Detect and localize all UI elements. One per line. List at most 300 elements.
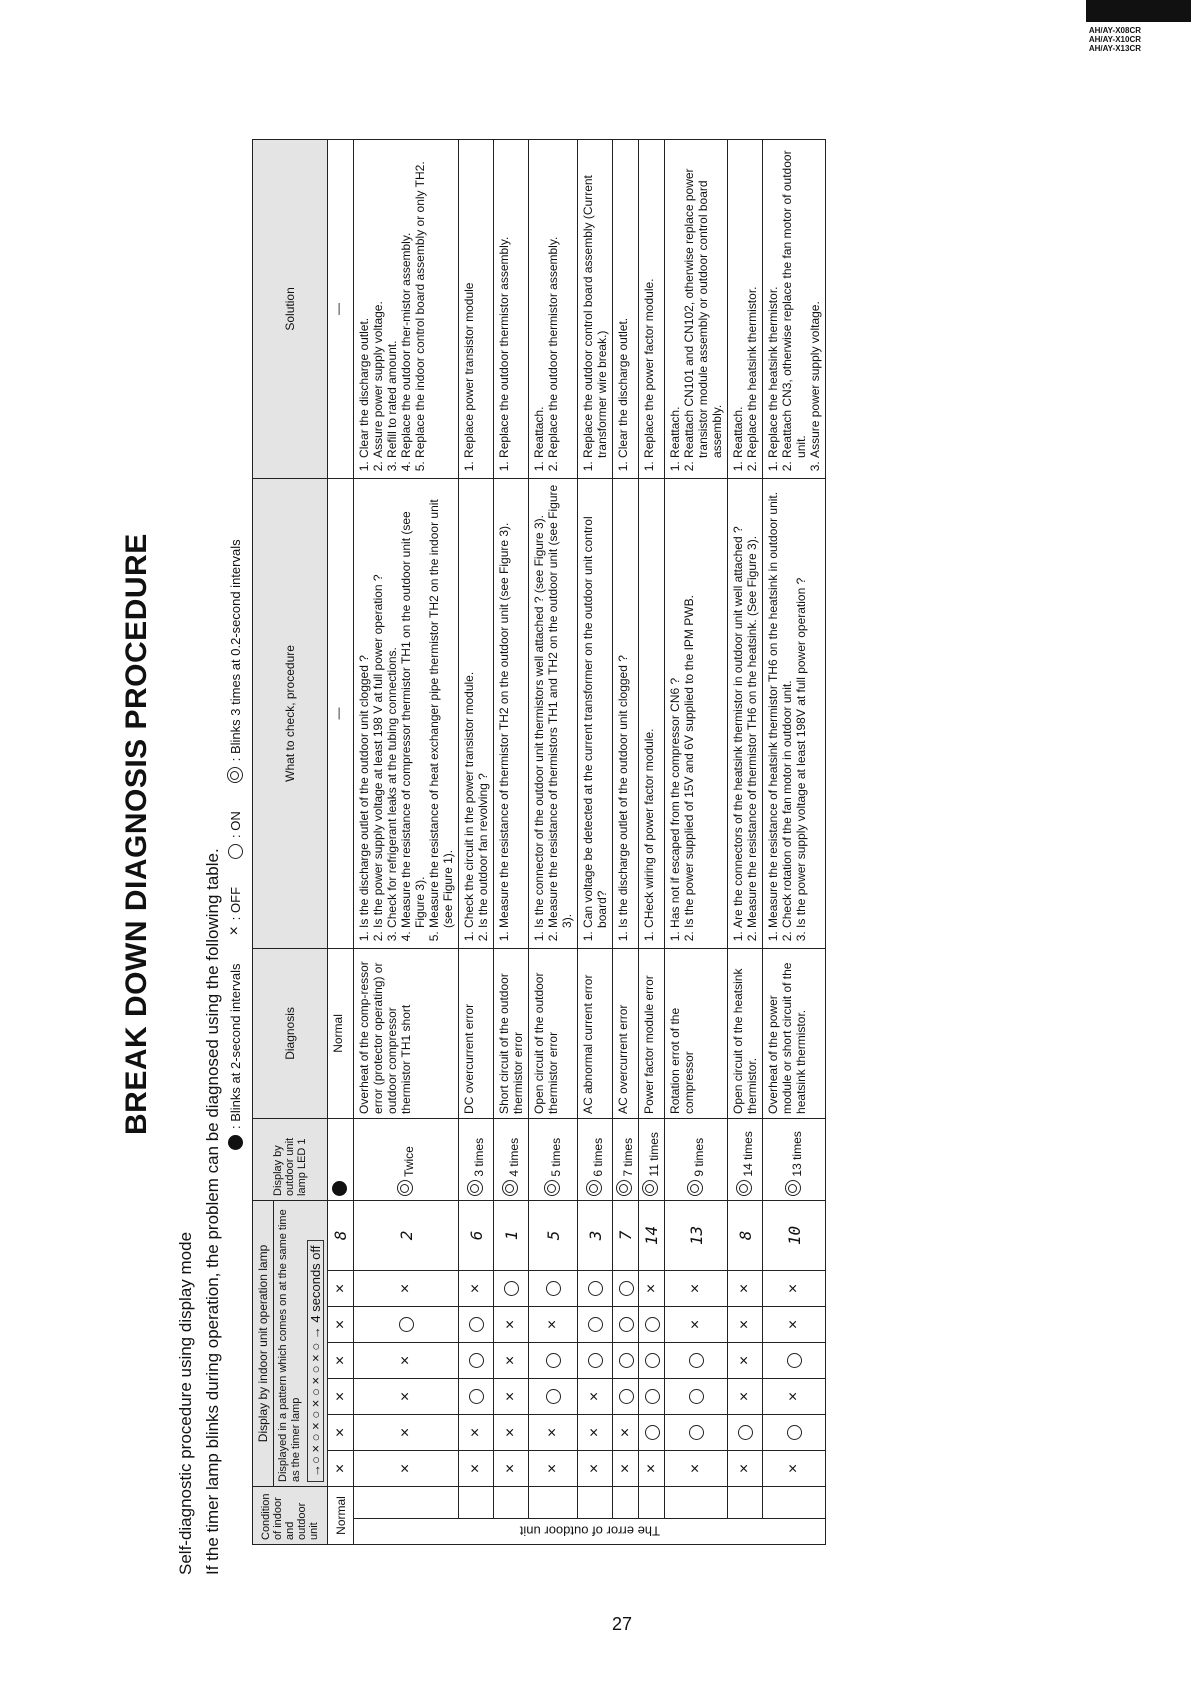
cross-icon: × xyxy=(687,1463,704,1474)
what-item: 1. CHeck wiring of power factor module. xyxy=(642,483,656,928)
pattern-cell xyxy=(494,1379,529,1415)
led-count: 5 times xyxy=(548,1137,563,1177)
solution-item: 2. Replace the outdoor thermistor assembly. xyxy=(546,144,560,458)
circle-icon xyxy=(399,1317,414,1332)
segment-display: 13 xyxy=(665,1200,728,1270)
cross-icon: × xyxy=(785,1463,802,1474)
led-display xyxy=(728,1118,763,1200)
pattern-cell xyxy=(763,1271,826,1307)
solution-item: 1. Replace the outdoor control board assembly (Current transformer wire break.) xyxy=(581,144,609,458)
pattern-cell xyxy=(613,1307,639,1343)
cross-icon: × xyxy=(544,1463,561,1474)
pattern-cell xyxy=(728,1415,763,1451)
cross-icon: × xyxy=(226,926,243,936)
led-count: 7 times xyxy=(621,1137,635,1177)
what-item: 5. Measure the resistance of heat exchanger pipe thermistor TH2 on the indoor unit (see Figure 1). xyxy=(427,483,455,928)
double-circle-icon xyxy=(642,1180,658,1196)
header-display-outdoor: Display by outdoor unit lamp LED 1 xyxy=(253,1118,328,1200)
condition-spacer xyxy=(578,1487,613,1519)
solution-list xyxy=(731,144,759,474)
pattern-cell xyxy=(459,1271,494,1307)
cross-icon: × xyxy=(397,1283,414,1294)
solution-list xyxy=(581,144,609,474)
double-circle-icon xyxy=(544,1180,560,1196)
circle-icon xyxy=(787,1353,802,1368)
circle-icon xyxy=(619,1353,634,1368)
header-solution: Solution xyxy=(253,139,328,478)
what-cell xyxy=(639,478,665,948)
pattern-cell xyxy=(665,1379,728,1415)
pattern-cell: × xyxy=(328,1343,354,1379)
filled-dot-icon xyxy=(228,1135,243,1150)
solution-cell xyxy=(613,139,639,478)
solution-item: 5. Replace the indoor control board assembly or only TH2. xyxy=(413,144,427,458)
solution-list xyxy=(642,144,656,474)
pattern-cell: × xyxy=(328,1271,354,1307)
pattern-cell xyxy=(354,1271,459,1307)
cross-icon: × xyxy=(736,1319,753,1330)
solution-list xyxy=(357,144,427,474)
solution-item: 1. Replace power transistor module xyxy=(462,144,476,458)
led-count: 14 times xyxy=(740,1131,755,1177)
what-cell xyxy=(665,478,728,948)
model-3: AH/AY-X13CR xyxy=(1088,44,1141,53)
pattern-cell xyxy=(728,1451,763,1487)
diagnosis-table xyxy=(252,139,826,1545)
cross-icon: × xyxy=(616,1427,634,1438)
solution-item: 1. Replace the outdoor thermistor assembly. xyxy=(497,144,511,458)
intro-line-2: If the timer lamp blinks during operation, the problem can be diagnosed using the following table. xyxy=(203,848,222,1575)
pattern-cell xyxy=(578,1451,613,1487)
what-item: 2. Is the power supplied of 15V and 6V supplied to the IPM PWB. xyxy=(682,483,696,928)
condition-spacer xyxy=(494,1487,529,1519)
what-cell xyxy=(494,478,529,948)
what-cell xyxy=(578,478,613,948)
page-number: 27 xyxy=(612,1614,633,1634)
what-list xyxy=(731,483,759,944)
circle-icon xyxy=(645,1317,660,1332)
pattern-cell xyxy=(665,1451,728,1487)
solution-item: 1. Reattach. xyxy=(731,144,745,458)
cross-icon: × xyxy=(586,1391,603,1402)
segment-display: 7 xyxy=(613,1200,639,1270)
led-display xyxy=(613,1118,639,1200)
segment-display: 8 xyxy=(328,1200,354,1270)
diagnosis-cell: AC abnormal current error xyxy=(578,948,613,1118)
what-item: 2. Measure the resistance of thermistor TH6 on the heatsink. (See Figure 3). xyxy=(745,483,759,928)
what-item: 1. Are the connectors of the heatsink thermistor in outdoor unit well attached ? xyxy=(731,483,745,928)
pattern-cell xyxy=(529,1415,578,1451)
condition-spacer xyxy=(613,1487,639,1519)
pattern-cell xyxy=(459,1343,494,1379)
header-display-indoor: Display by indoor unit operation lamp xyxy=(253,1200,274,1486)
what-item: 1. Measure the resistance of heatsink thermistor TH6 on the heatsink in outdoor unit. xyxy=(766,483,780,928)
cross-icon: × xyxy=(736,1283,753,1294)
solution-item: 2. Replace the heatsink thermistor. xyxy=(745,144,759,458)
led-count: Twice xyxy=(401,1146,416,1177)
header-what-to-check: What to check, procedure xyxy=(253,478,328,948)
what-item: 3. Check for refrigerant leaks at the tubing connections. xyxy=(385,483,399,928)
solution-item: 1. Clear the discharge outlet. xyxy=(616,144,630,458)
diagnosis-cell: AC overcurrent error xyxy=(613,948,639,1118)
cross-icon: × xyxy=(616,1463,634,1474)
cross-icon: × xyxy=(785,1283,802,1294)
circle-icon xyxy=(645,1389,660,1404)
solution-item: 3. Assure power supply voltage. xyxy=(808,144,822,458)
pattern-cell xyxy=(578,1415,613,1451)
led-count: 4 times xyxy=(506,1137,521,1177)
pattern-cell xyxy=(529,1271,578,1307)
legend-blink2: : Blinks at 2-second intervals xyxy=(227,963,243,1129)
what-item: 2. Measure the resistance of thermistors TH1 and TH2 on the outdoor unit (see Figure 3). xyxy=(546,483,574,928)
pattern-cell xyxy=(728,1307,763,1343)
led-display xyxy=(529,1118,578,1200)
cross-icon: × xyxy=(544,1319,561,1330)
led-display xyxy=(639,1118,665,1200)
intro-text xyxy=(172,848,226,1575)
solution-list xyxy=(462,144,476,474)
circle-icon xyxy=(619,1281,634,1296)
pattern-cell xyxy=(613,1343,639,1379)
solution-item: 1. Replace the power factor module. xyxy=(642,144,656,458)
pattern-cell xyxy=(459,1379,494,1415)
led-display xyxy=(459,1118,494,1200)
cross-icon: × xyxy=(785,1391,802,1402)
four-seconds-label: 4 seconds off xyxy=(308,1245,323,1323)
what-list xyxy=(532,483,574,944)
solution-item: 1. Reattach. xyxy=(668,144,682,458)
segment-display: 1 xyxy=(494,1200,529,1270)
segment-display: 8 xyxy=(728,1200,763,1270)
led-count: 3 times xyxy=(471,1137,486,1177)
table-body xyxy=(328,139,826,1544)
double-circle-icon xyxy=(467,1180,483,1196)
what-item: 1. Is the discharge outlet of the outdoor unit clogged ? xyxy=(616,483,630,928)
pattern-cell: × xyxy=(328,1415,354,1451)
cross-icon: × xyxy=(586,1463,603,1474)
pattern-cell xyxy=(578,1379,613,1415)
circle-icon xyxy=(469,1353,484,1368)
led-count: 6 times xyxy=(590,1137,605,1177)
what-list xyxy=(462,483,490,944)
legend-off: : OFF xyxy=(227,886,243,921)
what-list xyxy=(616,483,630,944)
section-tab xyxy=(1086,0,1191,22)
what-item: 3. Is the power supply voltage at least 198V at full power operation ? xyxy=(794,483,808,928)
led-display xyxy=(328,1118,354,1200)
pattern-cell xyxy=(728,1343,763,1379)
solution-list xyxy=(532,144,560,474)
pattern-cell xyxy=(459,1307,494,1343)
diagnosis-cell: Power factor module error xyxy=(639,948,665,1118)
cross-icon: × xyxy=(544,1427,561,1438)
led-count: 13 times xyxy=(789,1131,804,1177)
pattern-cell xyxy=(639,1343,665,1379)
what-cell xyxy=(763,478,826,948)
condition-spacer xyxy=(728,1487,763,1519)
legend xyxy=(226,539,244,1150)
solution-item: 2. Assure power supply voltage. xyxy=(371,144,385,458)
pattern-cell xyxy=(529,1379,578,1415)
cross-icon: × xyxy=(642,1283,660,1294)
circle-icon xyxy=(689,1353,704,1368)
header-pattern xyxy=(274,1200,328,1486)
pattern-cell xyxy=(613,1415,639,1451)
pattern-cell xyxy=(639,1307,665,1343)
solution-cell: — xyxy=(328,139,354,478)
double-circle-icon xyxy=(687,1180,703,1196)
pattern-cell xyxy=(494,1271,529,1307)
cross-icon: × xyxy=(397,1391,414,1402)
circle-icon xyxy=(619,1317,634,1332)
pattern-cell xyxy=(354,1451,459,1487)
pattern-cell xyxy=(665,1307,728,1343)
solution-list xyxy=(497,144,511,474)
pattern-cell xyxy=(639,1415,665,1451)
circle-icon xyxy=(787,1425,802,1440)
table-row xyxy=(665,139,728,1544)
cross-icon: × xyxy=(502,1319,519,1330)
cross-icon: × xyxy=(785,1319,802,1330)
double-circle-icon xyxy=(586,1180,602,1196)
error-group-label: The error of outdoor unit xyxy=(354,1519,826,1545)
cross-icon: × xyxy=(736,1355,753,1366)
double-circle-icon xyxy=(397,1180,413,1196)
double-circle-icon xyxy=(785,1180,801,1196)
what-cell: — xyxy=(328,478,354,948)
pattern-cell: × xyxy=(328,1451,354,1487)
pattern-cell xyxy=(354,1415,459,1451)
rotated-page xyxy=(120,125,1100,1575)
what-item: 1. Measure the resistance of thermistor TH2 on the outdoor unit (see Figure 3). xyxy=(497,483,511,928)
diagnosis-cell: Overheat of the power module or short circuit of the heatsink thermistor. xyxy=(763,948,826,1118)
what-list xyxy=(766,483,808,944)
solution-cell xyxy=(494,139,529,478)
circle-icon xyxy=(645,1353,660,1368)
solution-cell xyxy=(665,139,728,478)
circle-icon xyxy=(504,1281,519,1296)
cross-icon: × xyxy=(397,1463,414,1474)
table-row xyxy=(639,139,665,1544)
cross-icon: × xyxy=(502,1355,519,1366)
pattern-cell xyxy=(529,1451,578,1487)
pattern-cell xyxy=(613,1271,639,1307)
condition-spacer xyxy=(665,1487,728,1519)
segment-display: 3 xyxy=(578,1200,613,1270)
page-title: BREAK DOWN DIAGNOSIS PROCEDURE xyxy=(120,533,153,1135)
what-item: 4. Measure the resistance of compressor thermistor TH1 on the outdoor unit (see Figure 3). xyxy=(399,483,427,928)
solution-item: 2. Reattach CN3, otherwise replace the fan motor of outdoor unit. xyxy=(780,144,808,458)
model-2: AH/AY-X10CR xyxy=(1088,35,1141,44)
pattern-cell xyxy=(529,1343,578,1379)
segment-display: 14 xyxy=(639,1200,665,1270)
double-circle-icon xyxy=(227,767,243,783)
pattern-cell xyxy=(613,1379,639,1415)
pattern-cell xyxy=(494,1343,529,1379)
cross-icon: × xyxy=(467,1427,484,1438)
pattern-cell xyxy=(494,1307,529,1343)
solution-item: 2. Reattach CN101 and CN102, otherwise replace power transistor module assembly or outdoor control board assembly. xyxy=(682,144,724,458)
pattern-cell xyxy=(459,1451,494,1487)
table-row xyxy=(728,139,763,1544)
pattern-cell xyxy=(494,1451,529,1487)
what-item: 1. Has not if escaped from the compressor CN6 ? xyxy=(668,483,682,928)
what-list xyxy=(581,483,609,944)
pattern-cell xyxy=(665,1415,728,1451)
pattern-cell xyxy=(354,1343,459,1379)
solution-cell xyxy=(578,139,613,478)
diagnosis-cell: Open circuit of the heatsink thermistor. xyxy=(728,948,763,1118)
solution-cell xyxy=(354,139,459,478)
pattern-cell xyxy=(665,1271,728,1307)
cross-icon: × xyxy=(642,1463,660,1474)
what-item: 1. Can voltage be detected at the current transformer on the outdoor unit control board? xyxy=(581,483,609,928)
circle-icon xyxy=(588,1281,603,1296)
circle-icon xyxy=(738,1425,753,1440)
what-item: 1. Check the circuit in the power transistor module. xyxy=(462,483,476,928)
led-display xyxy=(494,1118,529,1200)
table-row-normal xyxy=(328,139,354,1544)
cross-icon: × xyxy=(502,1391,519,1402)
pattern-cell xyxy=(763,1307,826,1343)
what-cell xyxy=(613,478,639,948)
solution-cell xyxy=(728,139,763,478)
table-row xyxy=(763,139,826,1544)
pattern-cell xyxy=(494,1415,529,1451)
pattern-cell xyxy=(639,1379,665,1415)
table-row xyxy=(578,139,613,1544)
circle-icon xyxy=(546,1281,561,1296)
circle-icon xyxy=(689,1425,704,1440)
table-row xyxy=(494,139,529,1544)
circle-icon xyxy=(619,1389,634,1404)
condition-spacer xyxy=(459,1487,494,1519)
condition-spacer xyxy=(354,1487,459,1519)
double-circle-icon xyxy=(616,1180,632,1196)
circle-icon xyxy=(228,844,243,859)
what-cell xyxy=(459,478,494,948)
pattern-cell xyxy=(578,1307,613,1343)
pattern-cell xyxy=(728,1379,763,1415)
cross-icon: × xyxy=(687,1283,704,1294)
circle-icon xyxy=(645,1425,660,1440)
table-row xyxy=(354,139,459,1544)
cross-icon: × xyxy=(736,1463,753,1474)
circle-icon xyxy=(469,1389,484,1404)
filled-dot-icon xyxy=(332,1181,347,1196)
pattern-sequence: →○ × ○ × ○ × ○ × ○ × ○ → 4 seconds off xyxy=(307,1240,324,1482)
pattern-cell xyxy=(354,1379,459,1415)
intro-line-1: Self-diagnostic procedure using display mode xyxy=(176,1231,195,1575)
circle-icon xyxy=(588,1317,603,1332)
cross-icon: × xyxy=(467,1283,484,1294)
diagnosis-cell: Rotation errot of the compressor xyxy=(665,948,728,1118)
led-display xyxy=(354,1118,459,1200)
solution-cell xyxy=(639,139,665,478)
model-list xyxy=(1089,26,1141,53)
pattern-cell: × xyxy=(328,1307,354,1343)
pattern-cell xyxy=(763,1415,826,1451)
what-item: 1. Is the discharge outlet of the outdoor unit clogged ? xyxy=(357,483,371,928)
diagnosis-cell: Normal xyxy=(328,948,354,1118)
cross-icon: × xyxy=(467,1463,484,1474)
what-item: 1. Is the connector of the outdoor unit thermistors well attached ? (see Figure 3). xyxy=(532,483,546,928)
pattern-cell xyxy=(639,1451,665,1487)
cross-icon: × xyxy=(502,1427,519,1438)
segment-display: 10 xyxy=(763,1200,826,1270)
led-display xyxy=(578,1118,613,1200)
pattern-description: Displayed in a pattern which comes on at the same time as the timer lamp xyxy=(277,1209,302,1482)
what-list xyxy=(668,483,696,944)
pattern-cell xyxy=(578,1271,613,1307)
header-condition: Condition of indoor and outdoor unit xyxy=(253,1487,328,1545)
model-1: AH/AY-X08CR xyxy=(1088,26,1141,35)
pattern-cell xyxy=(529,1307,578,1343)
pattern-cell xyxy=(763,1451,826,1487)
cross-icon: × xyxy=(736,1391,753,1402)
pattern-cell xyxy=(459,1415,494,1451)
table-row xyxy=(613,139,639,1544)
pattern-cell xyxy=(728,1271,763,1307)
cross-icon: × xyxy=(586,1427,603,1438)
legend-on: : ON xyxy=(227,811,243,838)
diagnosis-cell: Overheat of the comp-ressor error (protector operating) or outdoor compressor thermistor TH1 short xyxy=(354,948,459,1118)
solution-item: 3. Refill to rated amount. xyxy=(385,144,399,458)
cross-icon: × xyxy=(502,1463,519,1474)
pattern-cell xyxy=(639,1271,665,1307)
pattern-cell xyxy=(763,1343,826,1379)
double-circle-icon xyxy=(736,1180,752,1196)
normal-condition: Normal xyxy=(328,1487,354,1545)
pattern-cell xyxy=(665,1343,728,1379)
solution-list xyxy=(668,144,724,474)
legend-blink3: : Blinks 3 times at 0.2-second intervals xyxy=(227,539,243,762)
solution-item: 1. Replace the heatsink thermistor. xyxy=(766,144,780,458)
circle-icon xyxy=(469,1317,484,1332)
pattern-cell xyxy=(763,1379,826,1415)
diagnosis-cell: Short circuit of the outdoor thermistor error xyxy=(494,948,529,1118)
what-cell xyxy=(728,478,763,948)
table-row xyxy=(529,139,578,1544)
solution-list xyxy=(616,144,630,474)
led-count: 11 times xyxy=(647,1132,661,1177)
what-item: 2. Is the outdoor fan revolving ? xyxy=(476,483,490,928)
circle-icon xyxy=(588,1353,603,1368)
header-diagnosis: Diagnosis xyxy=(253,948,328,1118)
what-item: 2. Is the power supply voltage at least 198 V at full power operation ? xyxy=(371,483,385,928)
circle-icon xyxy=(689,1389,704,1404)
solution-cell xyxy=(459,139,494,478)
solution-item: 1. Reattach. xyxy=(532,144,546,458)
table-row xyxy=(459,139,494,1544)
cross-icon: × xyxy=(397,1355,414,1366)
led-display xyxy=(763,1118,826,1200)
what-list xyxy=(357,483,455,944)
what-list xyxy=(497,483,511,944)
segment-display: 6 xyxy=(459,1200,494,1270)
condition-spacer xyxy=(763,1487,826,1519)
what-cell xyxy=(354,478,459,948)
solution-item: 4. Replace the outdoor ther-mistor assembly. xyxy=(399,144,413,458)
segment-display: 5 xyxy=(529,1200,578,1270)
pattern-cell xyxy=(578,1343,613,1379)
what-cell xyxy=(529,478,578,948)
circle-icon xyxy=(546,1389,561,1404)
what-item: 2. Check rotation of the fan motor in outdoor unit. xyxy=(780,483,794,928)
solution-cell xyxy=(763,139,826,478)
solution-item: 1. Clear the discharge outlet. xyxy=(357,144,371,458)
pattern-cell xyxy=(613,1451,639,1487)
